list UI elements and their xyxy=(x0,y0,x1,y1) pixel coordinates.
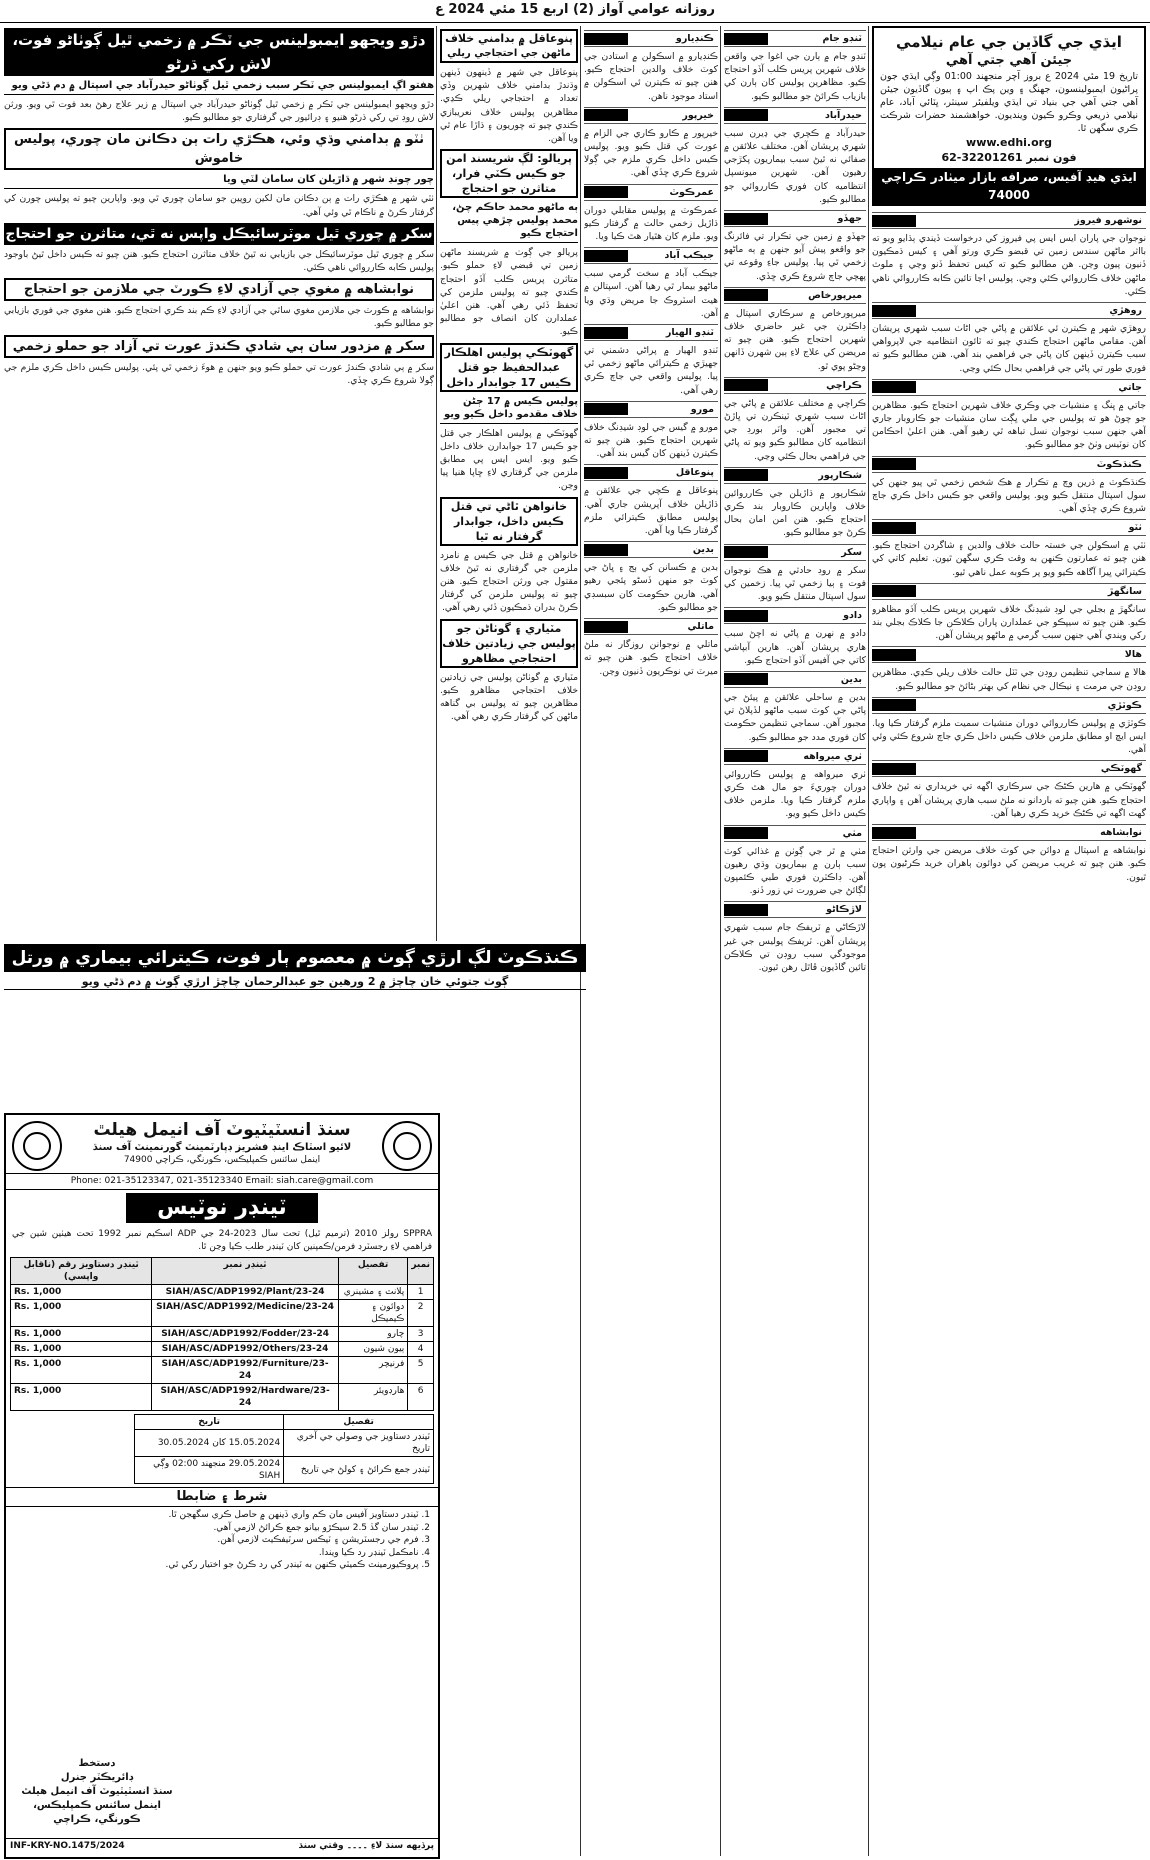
story-text: مٽياري ۾ گوٺاڻن پوليس جي زيادتين خلاف احتجاجي مظاهرو ڪيو. مظاهرين چيو ته پوليس بي گناهه ماڻهن کي گرفتار ڪري رهي آهي. xyxy=(440,671,578,723)
headline-title: پريالو: لڳ شريسند امن جو ڪيس ڪٽي فرار، متاثرن جو احتجاج xyxy=(446,152,572,196)
dateline-place: پنوعاقل xyxy=(675,467,714,479)
dateline-place: عمرڪوٽ xyxy=(669,186,714,198)
headline-nawabshah: نوابشاهه ۾ مغوي جي آزادي لاءِ ڪورٽ جي ملازمن جو احتجاج xyxy=(4,278,434,301)
dateline xyxy=(724,287,866,304)
redacted-block xyxy=(872,827,916,839)
headline-sub: هفتو اڳ ايمبولينس جي ٽڪر سبب زخمي ٿيل ڳوٺاڻو حيدرآباد جي اسپتال ۾ دم ڌڻي ويو xyxy=(4,79,434,95)
redacted-block xyxy=(872,585,916,597)
dateline xyxy=(584,247,718,264)
story-text: ٺٽي ۾ اسڪولن جي خستہ حالت خلاف والدين ۽ شاگردن احتجاج ڪيو. هنن چيو ته عمارتون ڪنهن به وقت ڪري سگهن ٿيون. تعليم کاتي کي ڪيترائي ڀيرا آگاهه ڪيو ويو پر ڪوبه عمل ناهي ٿيو. xyxy=(872,540,1146,578)
institute-name: سنڌ انسٽيٽيوٽ آف انيمل هيلٿ xyxy=(93,1120,351,1140)
story-text: لاڙڪاڻي ۾ ٽريفڪ جام سبب شهري پريشان آهن. ٽريفڪ پوليس جي غير موجودگي سبب روڊن تي ڪلاڪن تائين گاڏيون ڦاٿل رهن ٿيون. xyxy=(724,922,866,973)
story-text: جهڏو ۾ زمين جي تڪرار تي فائرنگ جو واقعو پيش آيو جنهن ۾ ٻه ماڻهو زخمي ٿي پيا. پوليس جاءِ وقوعه تي پهچي جاچ شروع ڪري ڇڏي. xyxy=(724,231,866,282)
story-text: پريالو جي ڳوٺ ۾ شريسند ماڻهن زمين تي قبضي لاءِ حملو ڪيو. متاثرن پريس ڪلب آڏو احتجاج ڪندي چيو ته پوليس ملزمن کي تحفظ ڏئي رهي آهي. هنن اعليٰ عملدارن کان انصاف جو مطالبو ڪيو. xyxy=(440,247,578,338)
dateline-place: مورو xyxy=(690,403,714,415)
story-text: گهوٽڪي ۾ پوليس اهلڪار جي قتل جو ڪيس 17 جوابدارن خلاف داخل ڪيو ويو. ايس ايس پي مطابق ملزمن جي گرفتاري لاءِ ڇاپا هنيا پيا وڃن. xyxy=(440,427,578,492)
column-divider xyxy=(868,26,869,1856)
headline-panoaqil xyxy=(440,29,578,63)
column-2 xyxy=(724,26,866,1856)
dateline xyxy=(724,825,866,842)
notice-website[interactable]: www.edhi.org xyxy=(966,136,1052,149)
redacted-block xyxy=(872,458,916,470)
story-text: سکر ۾ روڊ حادثي ۾ هڪ نوجوان فوت ۽ ٻيا زخمي ٿي پيا. زخمين کي سول اسپتال منتقل ڪيو ويو. xyxy=(724,564,866,603)
notice-org: ايڌي جي گاڏين جي عام نيلامي xyxy=(896,33,1122,51)
headline-sub: ٻه ماڻهو محمد حاڪم چڻ، محمد پوليس چڙهي پيس احتجاج ڪيو xyxy=(440,201,578,243)
dateline-place: ڪراچي xyxy=(826,379,862,391)
dateline-place: گهوٽڪي xyxy=(1100,763,1142,775)
tender-table xyxy=(10,1257,434,1411)
row-number: 4 xyxy=(408,1342,434,1357)
tender-footer xyxy=(6,1838,438,1857)
redacted-block xyxy=(724,750,768,762)
dateline xyxy=(724,544,866,561)
notice-body: تاريخ 19 مئي 2024 ع بروز آچر منجهند 01:00 وڳي ايڌي جون پراڻيون ايمبولينسون، جهنگ ۽ وين پڪ اپ ۽ ٻيون گاڏيون جيئن آهي جتي آهي جي بنياد تي ايڌي ويلفيئر سينٽر، ڀٽائي آباد، عام نيلامي ذريعي وڪرو ڪيون وينديون. خواهشمند حضرات شرڪت ڪري سگهن ٿا. xyxy=(880,71,1138,134)
tender-rules-title: شرط ۽ ضابطا xyxy=(6,1487,438,1507)
dateline xyxy=(724,377,866,394)
notice-event: جيئن آهي جتي آهي xyxy=(945,53,1073,68)
dateline xyxy=(584,30,718,47)
redacted-block xyxy=(724,673,768,685)
story-text: سانگهڙ ۾ بجلي جي لوڊ شيڊنگ خلاف شهرين پريس ڪلب آڏو مظاهرو ڪيو. هنن چيو ته سيپڪو جي عملدارن پاران ڪلاڪن جا ڪلاڪ بجلي بند رکي ويندي آهي جنهن سبب گرمي ۾ ماڻهو پريشان آهن. xyxy=(872,603,1146,642)
dateline xyxy=(872,456,1146,473)
dateline xyxy=(584,324,718,341)
notice-address: ايڌي هيڊ آفيس، صرافه بازار ميٺادر ڪراچي 74000 xyxy=(874,168,1144,204)
dateline-place: جاتي xyxy=(1118,381,1142,393)
story-text: ميرپورخاص ۾ سرڪاري اسپتال ۾ ڊاڪٽرن جي غير حاضري خلاف شهرين احتجاج ڪيو. هنن چيو ته مريضن کي علاج لاءِ ٻين شهرن ڏانهن وڃڻو پوي ٿو. xyxy=(724,307,866,372)
institute-location: اينمل سائنس ڪمپليڪس، ڪورنگي، ڪراچي 74900 xyxy=(123,1155,321,1165)
row-tender-number: SIAH/ASC/ADP1992/Plant/23-24 xyxy=(152,1285,339,1300)
column-5 xyxy=(4,26,434,938)
column-1 xyxy=(872,26,1146,1856)
story-text: ٺٽي شهر ۾ هڪڙي رات ۾ ٻن دڪانن مان لکين روپين جو سامان چوري ٿي ويو. واپارين چيو ته پوليس چورن کي گرفتار ڪرڻ ۾ ناڪام ٿي وئي آهي. xyxy=(4,193,434,218)
headline-matiari xyxy=(440,619,578,668)
sindh-govt-seal-icon xyxy=(382,1121,432,1171)
tender-intro: SPPRA رولز 2010 (ترميم ٿيل) تحت سال 2023-24 جي ADP اسڪيم نمبر 1992 تحت هيٺين شين جي فراهمي لاءِ رجسٽرڊ فرمن/ڪمپنين کان ٽينڊر طلب ڪيا وڃن ٿا. xyxy=(12,1229,432,1252)
column-4 xyxy=(440,26,578,936)
dateline-place: شڪارپور xyxy=(818,469,862,481)
headline-sub: ماڻهن جي احتجاجي ريلي xyxy=(447,48,571,59)
headline-title: مٽياري ۽ گوٺاڻن جو پوليس جي زيادتين خلاف احتجاجي مظاهرو xyxy=(442,621,576,665)
dateline xyxy=(724,748,866,765)
dateline xyxy=(724,607,866,624)
dateline xyxy=(872,379,1146,396)
row-fee: Rs. 1,000 xyxy=(11,1300,152,1327)
headline-sub: پوليس ڪيس ۾ 17 ڄڻن خلاف مقدمو داخل ڪيو ويو xyxy=(440,395,578,424)
redacted-block xyxy=(724,33,768,45)
dateline-place: ٺري ميرواهه xyxy=(803,750,862,762)
redacted-block xyxy=(872,699,916,711)
dates-header: تاريخ xyxy=(135,1415,284,1430)
tender-rules-list xyxy=(6,1509,438,1572)
date-label: ٽينڊر دستاويز جي وصولي جي آخري تاريخ xyxy=(284,1430,434,1457)
headline-title: پنوعاقل ۾ بدامني خلاف xyxy=(445,32,573,45)
row-number: 5 xyxy=(408,1357,434,1384)
dateline xyxy=(584,541,718,558)
headline-ghotki xyxy=(440,343,578,392)
headline-sub: چور چونڊ شهر ۾ ڌاڙيلن کان سامان لٽي ويا xyxy=(4,173,434,189)
row-number: 2 xyxy=(408,1300,434,1327)
headline-title: خانواهن ٿاڻي تي قتل ڪيس داخل، جوابدار گرفتار نه ٿيا xyxy=(450,499,568,543)
table-row xyxy=(11,1384,434,1411)
redacted-block xyxy=(584,403,628,415)
story-text: ٽنڊو الهيار ۾ پراڻي دشمني تي جهيڙي ۾ ڪيترائي ماڻهو زخمي ٿي پيا. پوليس واقعي جي جاچ ڪري رهي آهي. xyxy=(584,345,718,396)
tender-signature xyxy=(12,1757,182,1827)
redacted-block xyxy=(872,381,916,393)
tender-dates-table xyxy=(134,1414,434,1484)
redacted-block xyxy=(724,213,768,225)
dates-header: تفصيل xyxy=(284,1415,434,1430)
dateline-place: نوشهرو فيروز xyxy=(1074,215,1142,226)
story-text: مٺي ۾ ٿر جي ڳوٺن ۾ غذائي کوٽ سبب ٻارن ۾ بيماريون وڌي رهيون آهن. ڊاڪٽرن فوري طبي ڪئمپون لڳائڻ جي ضرورت تي زور ڏنو. xyxy=(724,845,866,897)
rule-item: 5. پروڪيورمينٽ ڪميٽي ڪنهن به ٽينڊر کي رد ڪرڻ جو اختيار رکي ٿي. xyxy=(165,1560,430,1570)
dateline xyxy=(584,184,718,201)
redacted-block xyxy=(584,467,628,479)
dateline-place: ٽنڊو الهيار xyxy=(665,327,714,339)
story-text: سکر ۾ ٻي شادي ڪندڙ عورت تي حملو ڪيو ويو جنهن ۾ هوءَ زخمي ٿي پئي. پوليس ڪيس داخل ڪري ملزم جي ڳولا شروع ڪري ڇڏي. xyxy=(4,361,434,386)
dateline xyxy=(872,697,1146,714)
story-text: خيرپور ۾ ڪارو ڪاري جي الزام ۾ عورت کي قتل ڪيو ويو. پوليس ڪيس داخل ڪري ملزم جي ڳولا شروع ڪري ڇڏي آهي. xyxy=(584,127,718,179)
row-description: چارو xyxy=(338,1327,407,1342)
row-description: هارڊويئر xyxy=(338,1384,407,1411)
dateline-place: لاڙڪاڻو xyxy=(826,904,862,916)
dateline-place: ٺٽو xyxy=(1128,522,1142,534)
sign-address: اينمل سائنس ڪمپليڪس، ڪورنگي، ڪراچي xyxy=(33,1800,161,1825)
redacted-block xyxy=(584,186,628,198)
dateline xyxy=(724,671,866,688)
row-description: فرنيچر xyxy=(338,1357,407,1384)
redacted-block xyxy=(724,904,768,916)
masthead-text: روزانه عوامي آواز (2) اربع 15 مئي 2024 ع xyxy=(435,2,715,17)
dateline-place: سکر xyxy=(841,546,862,558)
wide-headline-kandhkot: ڪنڌڪوٽ لڳ ارڙي ڳوٺ ۾ معصوم ٻار فوت، ڪيترائي بيماري ۾ ورتل xyxy=(4,944,586,972)
dateline-place: ڪنڌڪوٽ xyxy=(1096,458,1142,470)
masthead xyxy=(0,0,1150,23)
dateline-place: ماتلي xyxy=(687,621,714,633)
dateline xyxy=(724,210,866,227)
column-divider xyxy=(720,26,721,1856)
table-row xyxy=(11,1342,434,1357)
story-text: ڪنڌڪوٽ ۾ ڌرين وچ ۾ تڪرار ۾ هڪ شخص زخمي ٿي پيو جنهن کي سول اسپتال منتقل ڪيو ويو. پوليس واقعي جو ڪيس داخل ڪري جاچ شروع ڪري ڇڏي آهي. xyxy=(872,476,1146,515)
redacted-block xyxy=(724,109,768,121)
tender-notice-ad xyxy=(4,1113,440,1859)
row-fee: Rs. 1,000 xyxy=(11,1384,152,1411)
redacted-block xyxy=(872,649,916,661)
rule-item: 4. نامڪمل ٽينڊر رد ڪيا ويندا. xyxy=(318,1547,430,1558)
table-row xyxy=(11,1327,434,1342)
dateline xyxy=(724,901,866,918)
table-row xyxy=(11,1300,434,1327)
story-text: خانواهن ۾ قتل جي ڪيس ۾ نامزد ملزمن جي گرفتاري نه ٿيڻ خلاف مقتول جي ورثن احتجاج ڪيو. هنن چيو ته پوليس ملزمن کي گرفتار ڪرڻ بدران ڌمڪيون ڏئي رهي آهي. xyxy=(440,549,578,614)
story-text: جيڪب آباد ۾ سخت گرمي سبب ماڻهو بيمار ٿي رهيا آهن. اسپتالن ۾ هيٽ اسٽروڪ جا مريض وڌي ويا آهن. xyxy=(584,268,718,319)
story-text: ٺري ميرواهه ۾ پوليس ڪارروائي دوران چوريءَ جو مال هٿ ڪري ملزم گرفتار ڪيا ويا. ملزمن خلاف ڪيس داخل ڪيو ويو. xyxy=(724,768,866,820)
story-text: سکر ۾ چوري ٿيل موٽرسائيڪل جي بازيابي نه ٿيڻ خلاف متاثرن احتجاج ڪيو. هنن چيو ته ڪيس داخل ٿيڻ باوجود پوليس ڪابه ڪارروائي ناهي ڪئي. xyxy=(4,248,434,274)
dateline xyxy=(584,618,718,635)
sign-org: سنڌ انسٽيٽيوٽ آف انيمل هيلٿ xyxy=(21,1786,173,1797)
row-number: 1 xyxy=(408,1285,434,1300)
dateline xyxy=(872,583,1146,600)
column-divider xyxy=(436,26,437,941)
redacted-block xyxy=(584,544,628,556)
tender-title: ٽينڊر نوٽيس xyxy=(126,1193,318,1223)
headline-daro: دڙو ويجهو ايمبولينس جي ٽڪر ۾ زخمي ٿيل ڳوٺاڻو فوت، لاش رکي ڌرڻو xyxy=(4,28,434,76)
date-value: 29.05.2024 منجهند 02:00 وڳي SIAH xyxy=(135,1457,284,1484)
dateline xyxy=(584,464,718,481)
story-text: حيدرآباد ۾ ڪچري جي ڍيرن سبب شهري پريشان آهن. مختلف علائقن ۾ صفائي نه ٿيڻ سبب بيماريون پکڙجي رهيون آهن. شهرين ميونسپل انتظاميه کان فوري ڪارروائي جو مطالبو ڪيو. xyxy=(724,127,866,205)
dateline xyxy=(872,760,1146,777)
dateline-place: ميرپورخاص xyxy=(808,289,862,301)
dateline xyxy=(724,467,866,484)
story-text: نوجوان جي پاران ايس ايس پي فيروز کي درخواست ڏيندي ٻڌايو ويو ته بااثر ماڻهن سندس زمين تي قبضو ڪري ورتو آهي ۽ کيس ڌمڪيون ڏنيون پيون وڃن. هن مطالبو ڪيو ته کيس تحفظ ڏنو وڃي ۽ ملوث ماڻهن خلاف ڪارروائي ڪئي وڃي. پوليس اڃا تائين ڪابه ڪارروائي ناهي ڪئي. xyxy=(872,233,1146,297)
row-tender-number: SIAH/ASC/ADP1992/Hardware/23-24 xyxy=(152,1384,339,1411)
dateline-place: حيدرآباد xyxy=(825,109,862,121)
rule-item: 1. ٽينڊر دستاويز آفيس مان ڪم واري ڏينهن ۾ حاصل ڪري سگهجن ٿا. xyxy=(168,1510,430,1520)
redacted-block xyxy=(724,379,768,391)
tender-header xyxy=(6,1115,438,1174)
dateline xyxy=(584,107,718,124)
story-text: روهڙي شهر ۾ ڪيترن ئي علائقن ۾ پاڻي جي اڻاٺ سبب شهري پريشان آهن. مقامي ماڻهن احتجاج ڪندي چيو ته ٽائون انتظاميه جي لاپرواهي سبب ڪيترن ڏينهن کان پاڻي جي فراهمي بند آهي. هنن مطالبو ڪيو ته فوري طور تي پاڻي جي فراهمي بحال ڪئي وڃي. xyxy=(872,323,1146,374)
row-tender-number: SIAH/ASC/ADP1992/Fodder/23-24 xyxy=(152,1327,339,1342)
headline-sukkur-bike: سکر ۾ چوري ٿيل موٽرسائيڪل واپس نه ٿي، متاثرن جو احتجاج xyxy=(4,223,434,245)
row-tender-number: SIAH/ASC/ADP1992/Furniture/23-24 xyxy=(152,1357,339,1384)
row-fee: Rs. 1,000 xyxy=(11,1357,152,1384)
table-header: نمبر xyxy=(408,1258,434,1285)
dateline xyxy=(872,519,1146,536)
dateline-place: نوابشاهه xyxy=(1100,827,1142,839)
story-text: ڪراچي ۾ مختلف علائقن ۾ پاڻي جي اڻاٺ سبب شهري ٽينڪرن تي ڀاڙڻ تي مجبور آهن. واٽر بورڊ جي انتظاميه کان مطالبو ڪيو ويو ته پاڻي جي فراهمي بحال ڪئي وڃي. xyxy=(724,397,866,462)
redacted-block xyxy=(724,289,768,301)
dateline-place: سانگهڙ xyxy=(1107,585,1142,597)
story-text: ٽنڊو جام ۾ ٻارن جي اغوا جي واقعن خلاف شهرين پريس ڪلب آڏو احتجاج ڪيو. مظاهرين پوليس کان ٻارن کي بازياب ڪرائڻ جو مطالبو ڪيو. xyxy=(724,51,866,102)
table-row xyxy=(11,1357,434,1384)
dateline-place: روهڙي xyxy=(1109,305,1142,317)
dateline-place: بدين xyxy=(840,673,862,685)
column-2-stories xyxy=(724,30,866,974)
redacted-block xyxy=(872,522,916,534)
row-fee: Rs. 1,000 xyxy=(11,1342,152,1357)
department-name: لائيو اسٽاڪ اينڊ فشريز ڊپارٽمينٽ گورنمينٽ آف سنڌ xyxy=(92,1142,352,1153)
story-text: ڪوٽڙي ۾ پوليس ڪارروائي دوران منشيات سميت ملزم گرفتار ڪيا ويا. ايس ايڇ او مطابق ملزمن خلاف ڪيس داخل ڪري جاچ شروع ڪئي وئي آهي. xyxy=(872,717,1146,756)
story-text: شڪارپور ۾ ڌاڙيلن جي ڪارروائين خلاف واپارين ڪاروبار بند ڪري احتجاج ڪيو. هنن امن امان بحال ڪرڻ جو مطالبو ڪيو. xyxy=(724,487,866,539)
dateline-place: خيرپور xyxy=(682,109,714,121)
headline-khanwahan xyxy=(440,497,578,546)
dateline-place: ڪنڊيارو xyxy=(675,33,714,44)
story-text: مورو ۾ گيس جي لوڊ شيڊنگ خلاف شهرين احتجاج ڪيو. هنن چيو ته ڪيترن ڏينهن کان گيس بند آهي. xyxy=(584,421,718,460)
story-text: عمرڪوٽ ۾ پوليس مقابلي دوران ڌاڙيل زخمي حالت ۾ گرفتار ڪيو ويو. ملزم کان هٿيار هٿ ڪيا ويا. xyxy=(584,204,718,243)
sign-title: دستخط xyxy=(78,1758,116,1769)
headline-priyalo xyxy=(440,149,578,198)
redacted-block xyxy=(584,621,628,633)
headline-title: گهوٽڪي پوليس اهلڪار عبدالحفيظ جو قتل ڪيس 17 جوابدار داخل xyxy=(444,345,574,389)
dateline-place: ڪوٽڙي xyxy=(1107,699,1142,711)
story-text: بدين ۾ ڪسانن کي ٻج ۽ ڀاڻ جي کوٽ جو منهن ڏسڻو پئجي رهيو آهي. هارين حڪومت کان سبسڊي جو مطالبو ڪيو. xyxy=(584,562,718,613)
tender-ref-number: INF-KRY-NO.1475/2024 xyxy=(10,1841,125,1851)
dateline-place: هالا xyxy=(1124,649,1142,661)
dateline xyxy=(872,824,1146,841)
story-text: نوابشاهه ۾ اسپتال ۾ دوائن جي کوٽ خلاف مريضن جي وارثن احتجاج ڪيو. هنن چيو ته غريب مريضن کي دوائون ٻاهران خريد ڪرڻيون پون ٿيون. xyxy=(872,845,1146,883)
column-divider xyxy=(580,26,581,1856)
story-text: گهوٽڪي ۾ هارين ڪڻڪ جي سرڪاري اگهه تي خريداري نه ٿيڻ خلاف احتجاج ڪيو. هنن چيو ته باردانو نه ملڻ سبب هاري پريشان آهن ۽ واپاري گهٽ اگهه تي ڪڻڪ خريد ڪري رهيا آهن. xyxy=(872,781,1146,819)
headline-thatta: ٺٽو ۾ بدامني وڌي وئي، هڪڙي رات ٻن دڪانن مان چوري، پوليس خاموش xyxy=(4,128,434,170)
story-text: پنوعاقل جي شهر ۾ ڏينهون ڏينهن وڌندڙ بدامني خلاف شهرين وڏي تعداد ۾ احتجاجي ريلي ڪڍي. مظاهرين پوليس خلاف نعريبازي ڪندي چيو ته چوريون ۽ ڌاڙا عام ٿي ويا آهن. xyxy=(440,67,578,145)
table-row xyxy=(11,1285,434,1300)
story-text: نوابشاهه ۾ ڪورٽ جي ملازمن مغوي ساٿي جي آزادي لاءِ ڪم بند ڪري احتجاج ڪيو. هنن مغوي جي فوري بازيابي جو مطالبو ڪيو. xyxy=(4,305,434,330)
story-text: بدين ۾ ساحلي علائقن ۾ پيئڻ جي پاڻي جي کوٽ سبب ماڻهو لڏپلاڻ تي مجبور آهن. سماجي تنظيمن حڪومت کان فوري مدد جو مطالبو ڪيو. xyxy=(724,691,866,743)
rule-item: 3. فرم جي رجسٽريشن ۽ ٽيڪس سرٽيفڪيٽ لازمي آهن. xyxy=(217,1535,430,1545)
column-3 xyxy=(584,26,718,1856)
story-text: ڪنڊيارو ۾ اسڪولن ۾ استادن جي کوٽ خلاف والدين احتجاج ڪيو. هنن چيو ته ڪيترن ئي اسڪولن ۾ استاد موجود ناهن. xyxy=(584,51,718,102)
tender-contact: Phone: 021-35123347, 021-35123340 Email: siah.care@gmail.com xyxy=(6,1174,438,1190)
dateline xyxy=(724,107,866,124)
story-text: دڙو ويجهو ايمبولينس جي ٽڪر ۾ زخمي ٿيل ڳوٺاڻو حيدرآباد جي اسپتال ۾ زير علاج رهڻ بعد فوت ٿي ويو. ورثن لاش روڊ تي رکي ڌرڻو هنيو ۽ ڊرائيور جي گرفتاري جو مطالبو ڪيو. xyxy=(4,99,434,124)
redacted-block xyxy=(584,33,628,45)
dateline xyxy=(584,401,718,418)
rule-item: 2. ٽينڊر سان گڏ 2.5 سيڪڙو بيانو جمع ڪرائڻ لازمي آهي. xyxy=(213,1522,430,1533)
edhi-auction-notice xyxy=(872,26,1146,206)
dateline-place: مٺي xyxy=(842,827,862,839)
column-1-stories xyxy=(872,212,1146,884)
row-description: پلانٽ ۽ مشينري xyxy=(338,1285,407,1300)
date-label: ٽينڊر جمع ڪرائڻ ۽ کولڻ جي تاريخ xyxy=(284,1457,434,1484)
row-number: 3 xyxy=(408,1327,434,1342)
tender-footer-title: پرڏيهه سنڌ لاءِ ۔۔۔۔ وقتي سنڌ xyxy=(298,1841,434,1851)
story-text: ماتلي ۾ نوجوانن روزگار نه ملڻ خلاف احتجاج ڪيو. هنن چيو ته ميرٽ تي نوڪريون ڏنيون وڃن. xyxy=(584,639,718,677)
redacted-block xyxy=(724,610,768,622)
redacted-block xyxy=(724,827,768,839)
redacted-block xyxy=(724,546,768,558)
column-3-stories xyxy=(584,30,718,678)
date-value: 15.05.2024 کان 30.05.2024 xyxy=(135,1430,284,1457)
story-text: جاتي ۾ ڀنگ ۽ منشيات جي وڪري خلاف شهرين احتجاج ڪيو. مظاهرين جو چوڻ هو ته پوليس جي ملي ڀڳت سان منشيات جو ڪاروبار جاري آهي جنهن سبب نوجوان نسل تباهه ٿي رهيو آهي. هنن اعليٰ احڪامن کان نوٽيس وٺڻ جو مطالبو ڪيو. xyxy=(872,399,1146,451)
tender-institute xyxy=(66,1119,378,1166)
dateline-place: جيڪب آباد xyxy=(664,250,714,262)
notice-phone: فون نمبر 32201261-62 xyxy=(941,151,1077,164)
dateline-place: دادو xyxy=(843,610,862,622)
story-text: دادو ۾ نهرن ۾ پاڻي نه اچڻ سبب هاري پريشان آهن. هارين آبپاشي کاتي جي آفيس آڏو احتجاج ڪيو. xyxy=(724,628,866,666)
story-text: هالا ۾ سماجي تنظيمن روڊن جي ٽٽل حالت خلاف ريلي ڪڍي. مظاهرين روڊن جي مرمت ۽ نيڪال جي نظام کي بهتر بڻائڻ جو مطالبو ڪيو. xyxy=(872,667,1146,692)
dates-row xyxy=(135,1457,434,1484)
dateline xyxy=(724,30,866,47)
headline-sukkur-woman: سکر ۾ مزدور سان ٻي شادي ڪندڙ عورت تي آزاد جو حملو زخمي xyxy=(4,335,434,358)
redacted-block xyxy=(724,469,768,481)
redacted-block xyxy=(584,250,628,262)
redacted-block xyxy=(584,327,628,339)
table-header: تفصيل xyxy=(338,1258,407,1285)
redacted-block xyxy=(584,109,628,121)
row-tender-number: SIAH/ASC/ADP1992/Others/23-24 xyxy=(152,1342,339,1357)
row-tender-number: SIAH/ASC/ADP1992/Medicine/23-24 xyxy=(152,1300,339,1327)
dateline xyxy=(872,302,1146,319)
dateline xyxy=(872,212,1146,229)
redacted-block xyxy=(872,763,916,775)
dateline-place: بدين xyxy=(692,544,714,556)
sign-name: ڊائريڪٽر جنرل xyxy=(60,1772,134,1783)
institute-logo-icon xyxy=(12,1121,62,1171)
redacted-block xyxy=(872,215,916,227)
redacted-block xyxy=(872,305,916,317)
dates-row xyxy=(135,1430,434,1457)
row-description: ٻيون شيون xyxy=(338,1342,407,1357)
dateline xyxy=(872,646,1146,663)
table-header: ٽينڊر دستاويز رقم (ناقابل واپسي) xyxy=(11,1258,152,1285)
row-fee: Rs. 1,000 xyxy=(11,1327,152,1342)
dateline-place: ٽنڊو جام xyxy=(822,33,862,44)
story-text: پنوعاقل ۾ ڪچي جي علائقن ۾ ڌاڙيلن خلاف آپريشن جاري آهي. پوليس مطابق ڪيترائي ملزم گرفتار ڪيا ويا آهن. xyxy=(584,485,718,537)
wide-headline-sub: ڳوٺ جتوئي خان چاچڙ ۾ 2 ورهين جو عبدالرحمان چاچڙ ارڙي ڳوٺ ۾ دم ڌڻي ويو xyxy=(4,974,586,990)
table-header: ٽينڊر نمبر xyxy=(152,1258,339,1285)
row-fee: Rs. 1,000 xyxy=(11,1285,152,1300)
row-description: دوائون ۽ ڪيميڪل xyxy=(338,1300,407,1327)
row-number: 6 xyxy=(408,1384,434,1411)
dateline-place: جهڏو xyxy=(837,213,862,225)
